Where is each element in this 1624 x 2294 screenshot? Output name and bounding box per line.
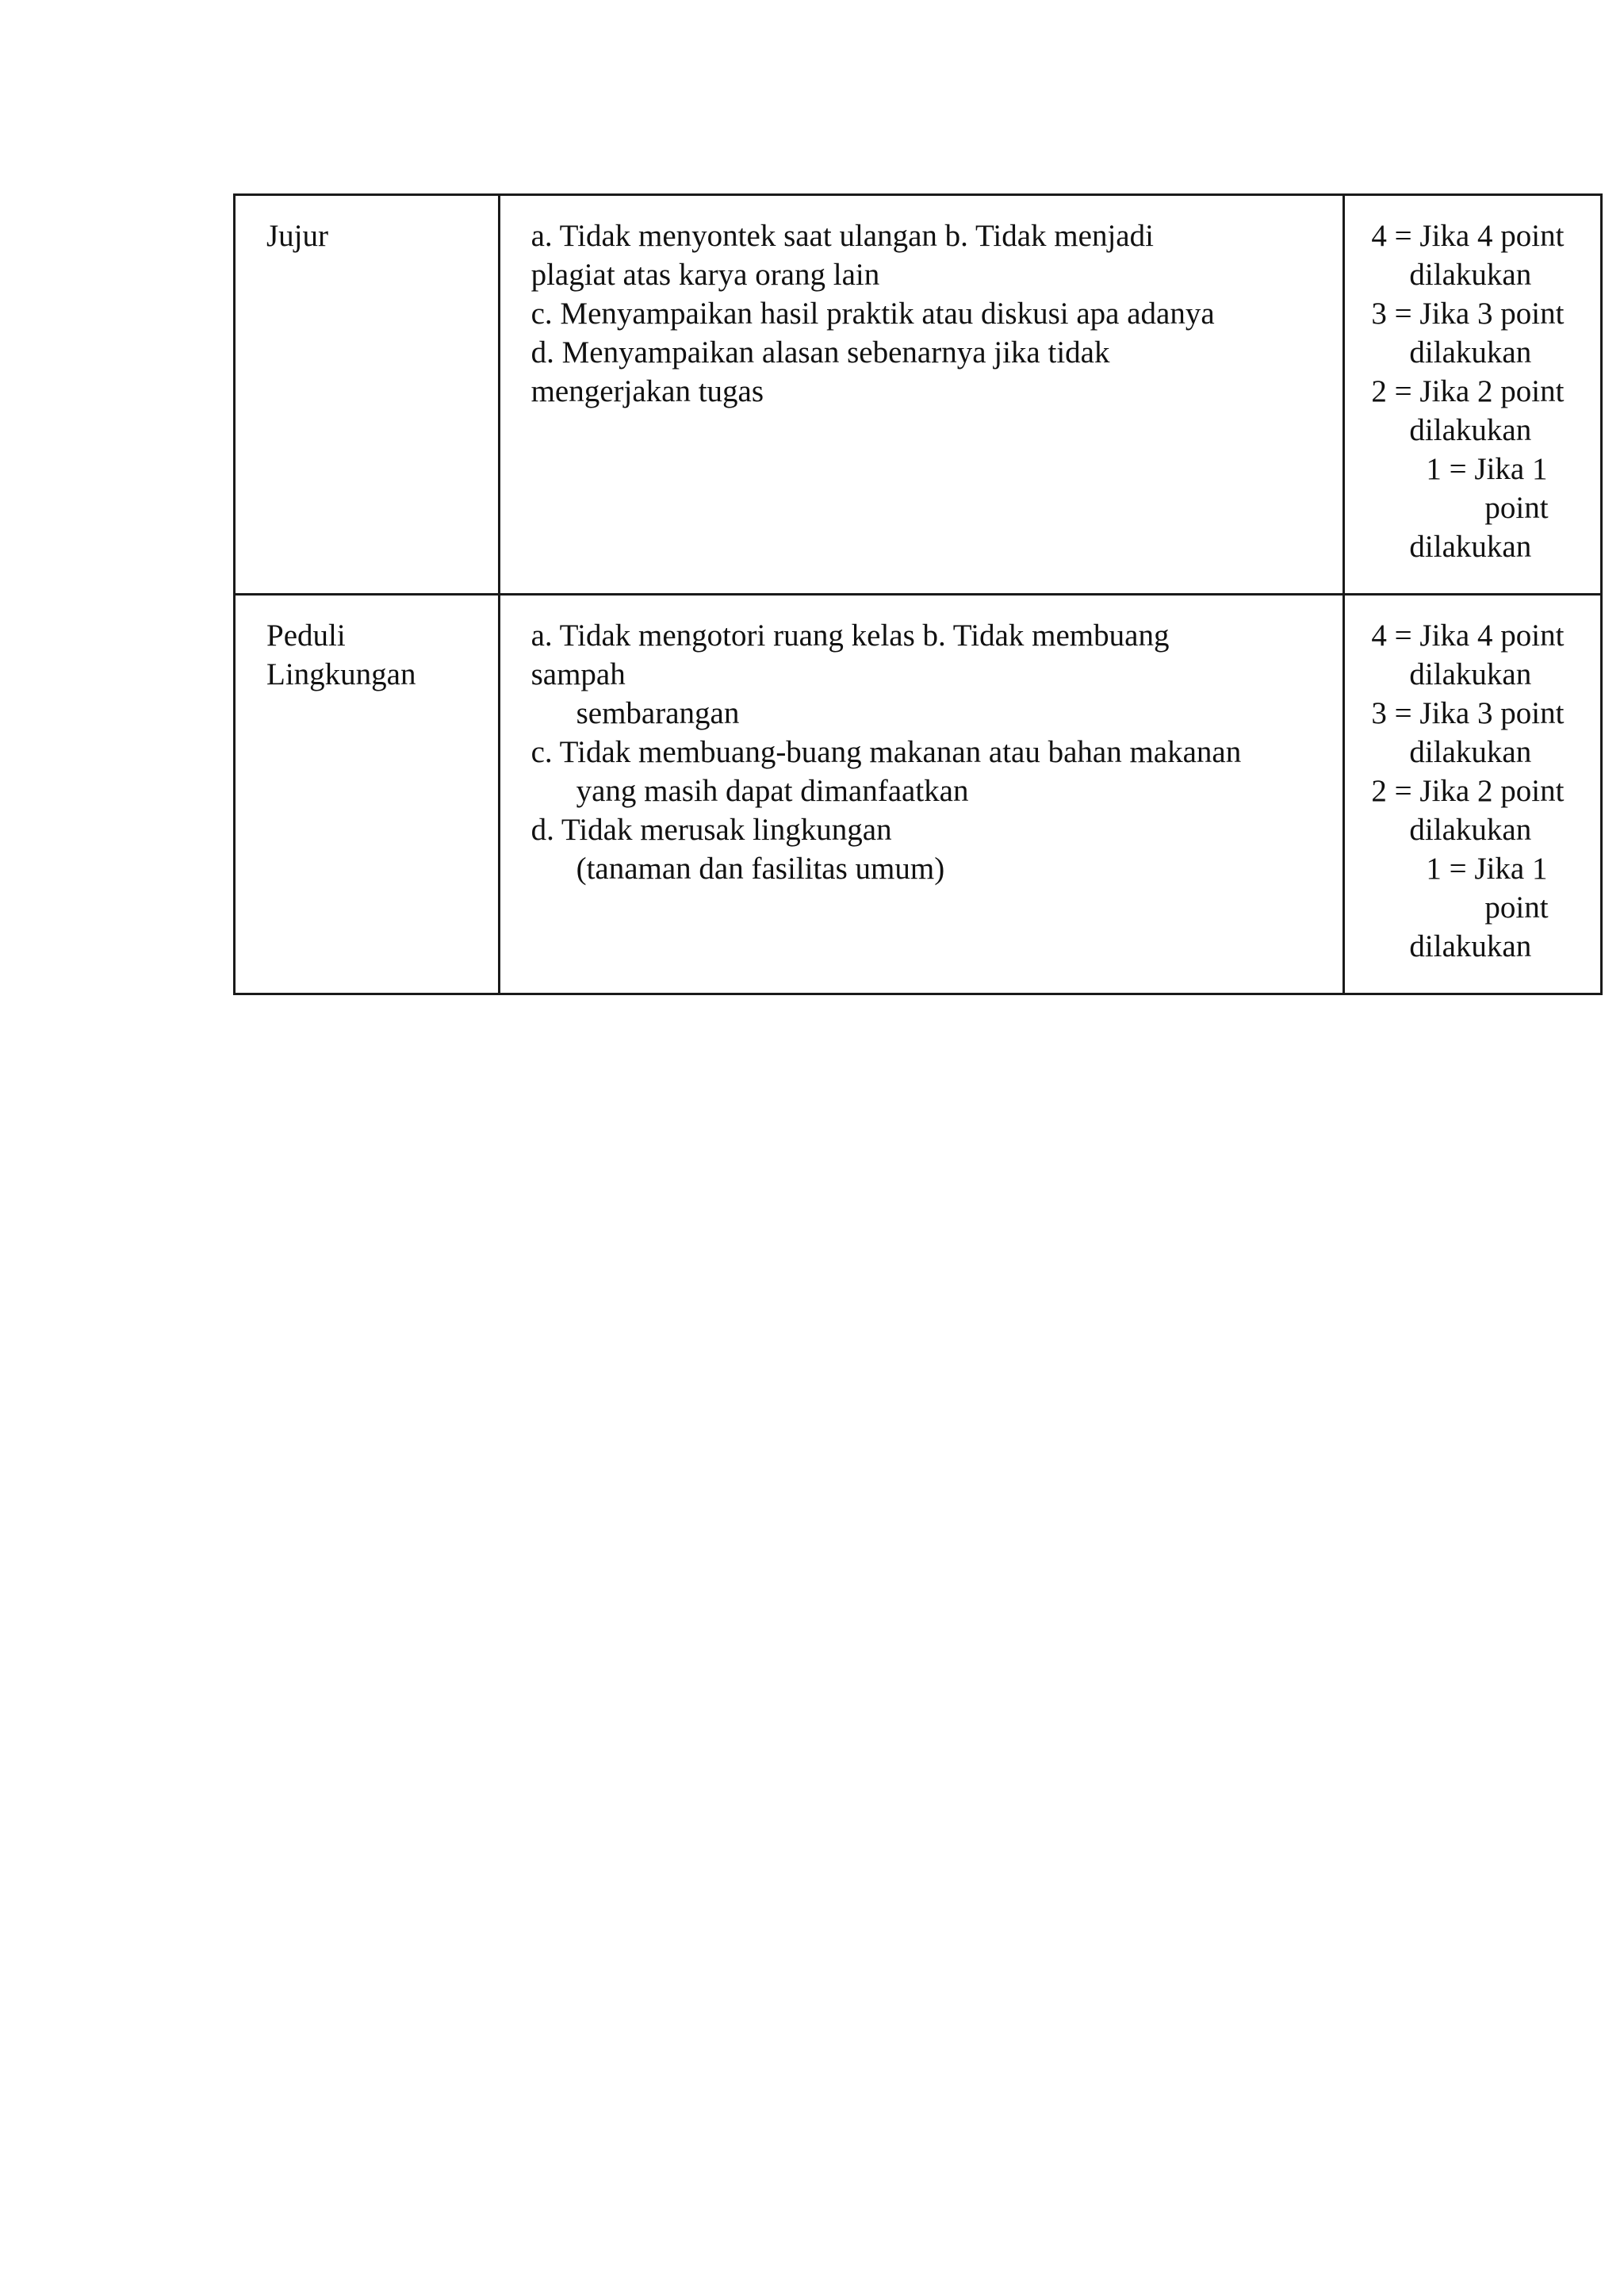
indicator-line: d. Menyampaikan alasan sebenarnya jika tidak	[530, 335, 1110, 370]
indicator-cell	[499, 195, 1344, 595]
score-line: 3 = Jika 3 point	[1371, 696, 1565, 730]
indicator-line: a. Tidak mengotori ruang kelas b. Tidak membuang	[530, 618, 1170, 653]
aspect-label: Peduli	[266, 618, 346, 653]
aspect-label: Lingkungan	[266, 657, 416, 691]
score-line: 4 = Jika 4 point	[1371, 219, 1565, 253]
score-line: dilakukan	[1409, 530, 1532, 564]
score-line: 2 = Jika 2 point	[1371, 374, 1565, 408]
assessment-rubric-table	[233, 193, 1603, 995]
score-line: point	[1484, 890, 1549, 925]
score-line: 1 = Jika 1	[1426, 452, 1548, 486]
score-line: dilakukan	[1409, 813, 1532, 847]
aspect-cell	[235, 195, 500, 595]
score-line: 2 = Jika 2 point	[1371, 774, 1565, 808]
indicator-line: sembarangan	[576, 696, 740, 730]
indicator-line: a. Tidak menyontek saat ulangan b. Tidak menjadi	[530, 219, 1154, 253]
indicator-line: d. Tidak merusak lingkungan	[530, 813, 892, 847]
score-line: 4 = Jika 4 point	[1371, 618, 1565, 653]
table-row	[235, 195, 1602, 595]
indicator-cell	[499, 595, 1344, 994]
indicator-line: c. Tidak membuang-buang makanan atau bahan makanan	[530, 735, 1242, 769]
score-cell	[1344, 195, 1602, 595]
indicator-line: (tanaman dan fasilitas umum)	[576, 852, 945, 886]
score-line: point	[1484, 491, 1549, 525]
score-line: dilakukan	[1409, 258, 1532, 292]
aspect-cell	[235, 595, 500, 994]
score-line: 3 = Jika 3 point	[1371, 297, 1565, 331]
score-line: dilakukan	[1409, 735, 1532, 769]
score-line: 1 = Jika 1	[1426, 852, 1548, 886]
score-line: dilakukan	[1409, 413, 1532, 447]
score-cell	[1344, 595, 1602, 994]
aspect-label: Jujur	[266, 219, 328, 253]
score-line: dilakukan	[1409, 929, 1532, 963]
indicator-line: sampah	[530, 657, 626, 691]
indicator-line: mengerjakan tugas	[530, 374, 764, 408]
indicator-line: plagiat atas karya orang lain	[530, 258, 880, 292]
indicator-line: c. Menyampaikan hasil praktik atau diskusi apa adanya	[530, 297, 1215, 331]
score-line: dilakukan	[1409, 335, 1532, 370]
indicator-line: yang masih dapat dimanfaatkan	[576, 774, 969, 808]
score-line: dilakukan	[1409, 657, 1532, 691]
table-row	[235, 595, 1602, 994]
